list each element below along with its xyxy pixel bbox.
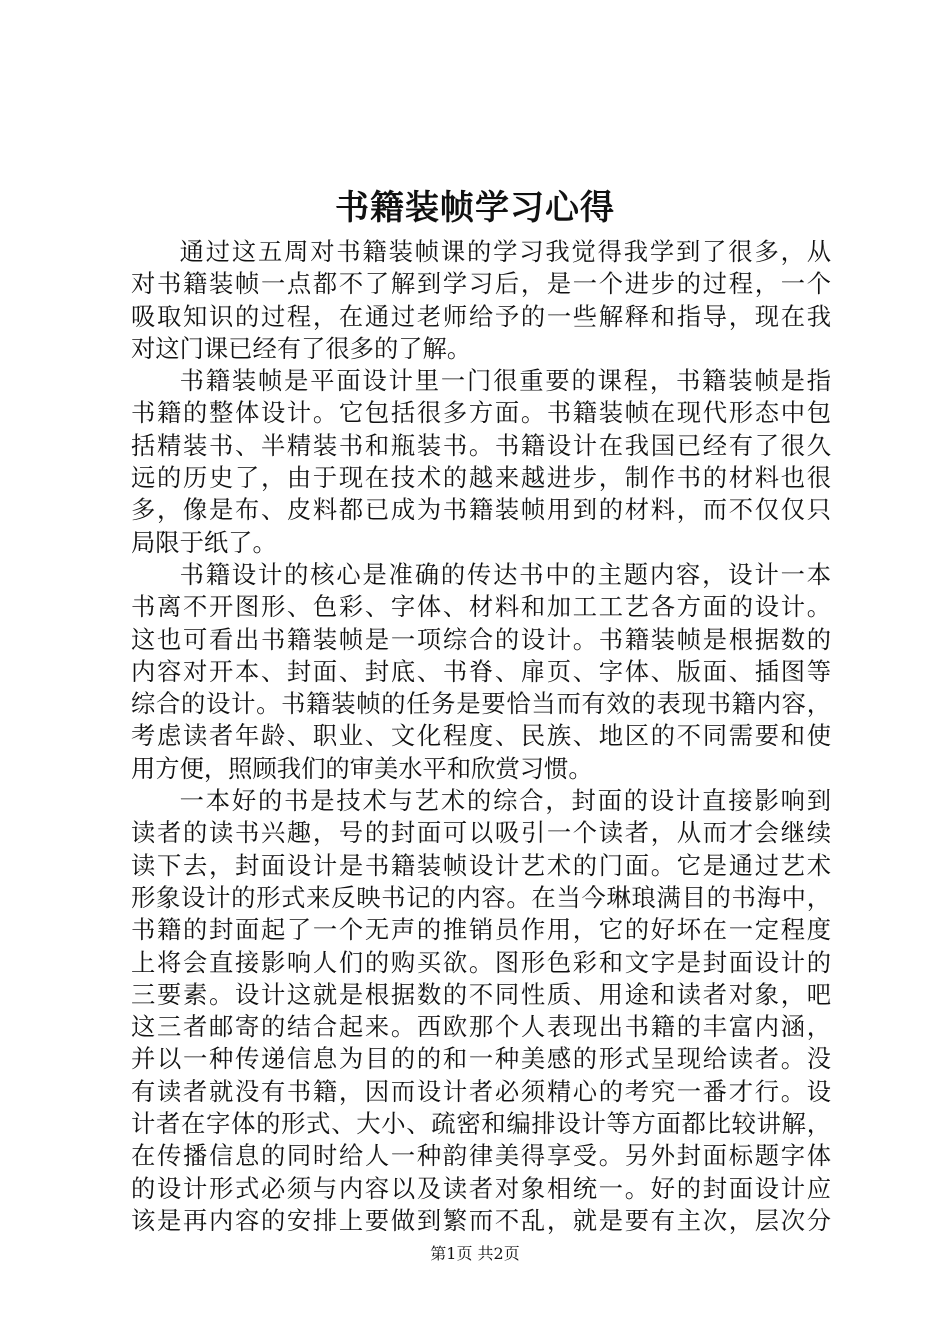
text-line: 吸取知识的过程，在通过老师给予的一些解释和指导，现在我: [131, 301, 831, 331]
text-line: 多，像是布、皮料都已成为书籍装帧用到的材料，而不仅仅只: [131, 495, 831, 525]
text-line: 综合的设计。书籍装帧的任务是要恰当而有效的表现书籍内容，: [131, 689, 831, 719]
text-line: 该是再内容的安排上要做到繁而不乱，就是要有主次，层次分: [131, 1205, 831, 1235]
paragraph-2: [131, 365, 831, 559]
text-line: 计者在字体的形式、大小、疏密和编排设计等方面都比较讲解，: [131, 1109, 831, 1139]
text-line: 书籍的封面起了一个无声的推销员作用，它的好坏在一定程度: [131, 915, 831, 945]
text-line: 局限于纸了。: [131, 527, 277, 557]
paragraph-1: [131, 236, 831, 365]
text-line: 并以一种传递信息为目的的和一种美感的形式呈现给读者。没: [131, 1044, 831, 1074]
text-line: 对这门课已经有了很多的了解。: [131, 333, 472, 363]
text-line: 书籍设计的核心是准确的传达书中的主题内容，设计一本: [179, 559, 831, 589]
paragraph-4: [131, 785, 831, 1237]
text-line: 书离不开图形、色彩、字体、材料和加工工艺各方面的设计。: [131, 592, 831, 622]
text-line: 通过这五周对书籍装帧课的学习我觉得我学到了很多，从: [179, 237, 831, 266]
text-line: 读者的读书兴趣，号的封面可以吸引一个读者，从而才会继续: [131, 818, 831, 848]
text-line: 用方便，照顾我们的审美水平和欣赏习惯。: [131, 753, 593, 783]
text-line: 这三者邮寄的结合起来。西欧那个人表现出书籍的丰富内涵，: [131, 1012, 831, 1042]
text-line: 的设计形式必须与内容以及读者对象相统一。好的封面设计应: [131, 1173, 831, 1203]
text-line: 书籍的整体设计。它包括很多方面。书籍装帧在现代形态中包: [131, 398, 831, 428]
text-line: 上将会直接影响人们的购买欲。图形色彩和文字是封面设计的: [131, 947, 831, 977]
text-line: 考虑读者年龄、职业、文化程度、民族、地区的不同需要和使: [131, 721, 831, 751]
text-line: 远的历史了，由于现在技术的越来越进步，制作书的材料也很: [131, 463, 831, 493]
text-line: 对书籍装帧一点都不了解到学习后，是一个进步的过程，一个: [131, 269, 831, 299]
text-line: 形象设计的形式来反映书记的内容。在当今琳琅满目的书海中，: [131, 882, 831, 912]
document-title: 书籍装帧学习心得: [335, 188, 615, 228]
text-line: 在传播信息的同时给人一种韵律美得享受。另外封面标题字体: [131, 1141, 831, 1171]
paragraph-3: [131, 559, 831, 785]
text-line: 书籍装帧是平面设计里一门很重要的课程，书籍装帧是指: [179, 366, 831, 396]
text-line: 一本好的书是技术与艺术的综合，封面的设计直接影响到: [179, 786, 831, 816]
text-line: 三要素。设计这就是根据数的不同性质、用途和读者对象，吧: [131, 979, 831, 1009]
document-body: [131, 236, 831, 1237]
text-line: 读下去，封面设计是书籍装帧设计艺术的门面。它是通过艺术: [131, 850, 831, 880]
text-line: 括精装书、半精装书和瓶装书。书籍设计在我国已经有了很久: [131, 430, 831, 460]
page-footer: 第1页 共2页: [430, 1244, 520, 1263]
text-line: 内容对开本、封面、封底、书脊、扉页、字体、版面、插图等: [131, 656, 831, 686]
text-line: 有读者就没有书籍，因而设计者必须精心的考究一番才行。设: [131, 1076, 831, 1106]
text-line: 这也可看出书籍装帧是一项综合的设计。书籍装帧是根据数的: [131, 624, 831, 654]
